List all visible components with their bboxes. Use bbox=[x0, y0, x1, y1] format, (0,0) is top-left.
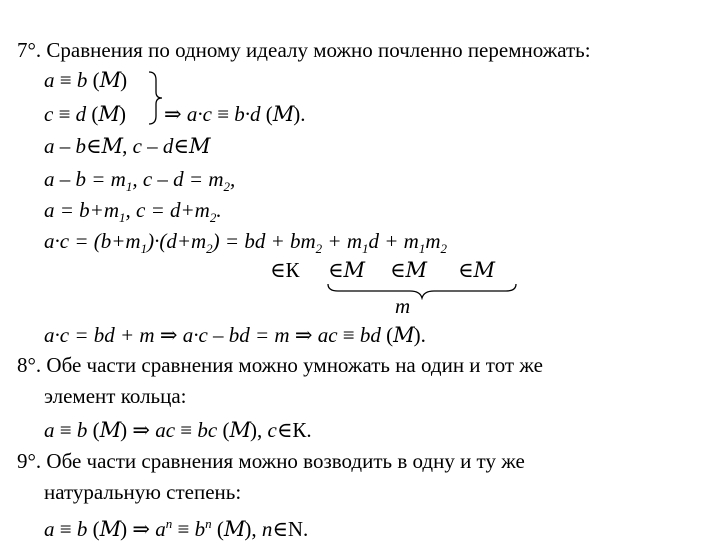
ideal-symbol: M bbox=[405, 258, 427, 282]
difference-equations: $a - b = m_1$, $c - d = m_2$, bbox=[44, 167, 236, 194]
sum-equations: $a = b+m_1$, $c = d+m_2$. bbox=[44, 198, 222, 225]
right-brace bbox=[146, 70, 166, 126]
section-8-formula: a ≡ b (M) ⇒ ac ≡ bc (M), c∈К. bbox=[44, 418, 312, 442]
congruence-a-b: a ≡ b (M) bbox=[44, 68, 128, 92]
product-conclusion: a·c = bd + m ⇒ a·c – bd = m ⇒ ac ≡ bd (M). bbox=[44, 323, 426, 347]
term-in-ring: ∈К bbox=[270, 258, 300, 282]
ideal-symbol: M bbox=[223, 517, 245, 541]
section-9-heading: 9°. Обе части сравнения можно возводить в одну и ту же bbox=[17, 449, 525, 473]
ideal-symbol: M bbox=[99, 68, 121, 92]
ideal-symbol: M bbox=[99, 418, 121, 442]
product-congruence: ⇒ a·c ≡ b·d (M). bbox=[164, 102, 306, 126]
section-9-formula: a ≡ b (M) ⇒ $a^n \equiv b^n$ (M), n∈N. bbox=[44, 516, 309, 541]
ideal-symbol: M bbox=[99, 517, 121, 541]
under-brace bbox=[326, 282, 518, 300]
section-7-heading: 7°. Сравнения по одному идеалу можно почленно перемножать: bbox=[17, 38, 591, 62]
term-in-ideal-2: ∈M bbox=[390, 258, 427, 282]
membership-line: a – b∈M, c – d∈M bbox=[44, 134, 210, 158]
ideal-symbol: M bbox=[98, 102, 119, 126]
brace-label: m bbox=[395, 294, 411, 318]
ideal-symbol: M bbox=[473, 258, 495, 282]
section-9-heading-cont: натуральную степень: bbox=[44, 480, 242, 504]
ideal-symbol: M bbox=[188, 134, 210, 158]
ideal-symbol: M bbox=[272, 102, 294, 126]
product-expansion: $a\cdot c = (b+m_1)\cdot(d+m_2)$ = bd + $bm_2 + m_1d + m_1m_2$ bbox=[44, 229, 448, 256]
ideal-symbol: M bbox=[343, 258, 365, 282]
section-8-heading-cont: элемент кольца: bbox=[44, 384, 187, 408]
term-in-ideal-3: ∈M bbox=[458, 258, 495, 282]
ideal-symbol: M bbox=[229, 418, 250, 442]
ideal-symbol: M bbox=[393, 323, 414, 347]
section-8-heading: 8°. Обе части сравнения можно умножать на один и тот же bbox=[17, 353, 543, 377]
term-in-ideal-1: ∈M bbox=[328, 258, 365, 282]
ideal-symbol: M bbox=[101, 134, 123, 158]
congruence-c-d: c ≡ d (M) bbox=[44, 102, 126, 126]
